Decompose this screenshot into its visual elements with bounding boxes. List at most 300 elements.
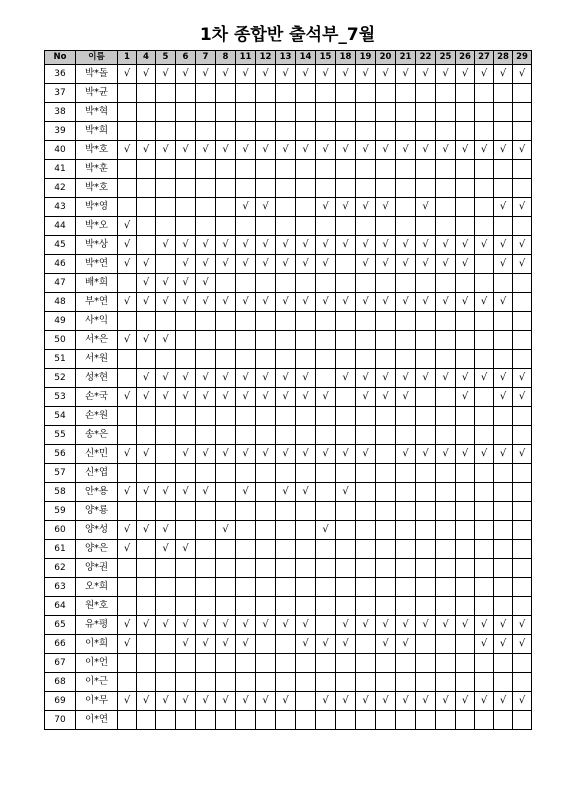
table-row xyxy=(45,274,532,293)
attendance-cell xyxy=(513,217,532,236)
attendance-cell xyxy=(156,103,176,122)
attendance-check: √ xyxy=(513,255,532,274)
attendance-cell xyxy=(513,312,532,331)
attendance-check: √ xyxy=(376,293,396,312)
attendance-cell xyxy=(236,578,256,597)
attendance-cell xyxy=(396,122,416,141)
attendance-check: √ xyxy=(236,692,256,711)
attendance-check: √ xyxy=(396,141,416,160)
attendance-cell xyxy=(176,578,196,597)
attendance-cell xyxy=(316,350,336,369)
student-name: 서*은 xyxy=(76,331,118,350)
attendance-check: √ xyxy=(376,255,396,274)
attendance-cell xyxy=(236,312,256,331)
attendance-cell xyxy=(256,350,276,369)
attendance-cell xyxy=(456,312,475,331)
attendance-cell xyxy=(256,521,276,540)
student-name: 양*은 xyxy=(76,540,118,559)
student-name: 이*근 xyxy=(76,673,118,692)
attendance-cell xyxy=(316,597,336,616)
attendance-cell xyxy=(296,122,316,141)
attendance-cell xyxy=(137,312,156,331)
attendance-cell xyxy=(316,559,336,578)
attendance-cell xyxy=(176,331,196,350)
table-row xyxy=(45,122,532,141)
attendance-cell xyxy=(376,350,396,369)
attendance-check: √ xyxy=(216,635,236,654)
attendance-cell xyxy=(137,635,156,654)
row-number: 52 xyxy=(45,369,76,388)
attendance-check: √ xyxy=(396,293,416,312)
row-number: 67 xyxy=(45,654,76,673)
attendance-check: √ xyxy=(176,635,196,654)
attendance-cell xyxy=(137,673,156,692)
attendance-cell xyxy=(256,559,276,578)
attendance-cell xyxy=(118,179,137,198)
table-row xyxy=(45,312,532,331)
attendance-cell xyxy=(513,464,532,483)
attendance-cell xyxy=(356,673,376,692)
attendance-cell xyxy=(416,179,436,198)
student-name: 박*희 xyxy=(76,122,118,141)
attendance-cell xyxy=(416,597,436,616)
attendance-check: √ xyxy=(396,692,416,711)
table-row xyxy=(45,369,532,388)
attendance-check: √ xyxy=(156,274,176,293)
attendance-cell xyxy=(416,103,436,122)
attendance-check: √ xyxy=(118,445,137,464)
attendance-check: √ xyxy=(396,388,416,407)
attendance-cell xyxy=(475,464,494,483)
header-day: 21 xyxy=(396,51,416,65)
attendance-cell xyxy=(513,103,532,122)
attendance-check: √ xyxy=(296,65,316,84)
attendance-cell xyxy=(513,673,532,692)
attendance-check: √ xyxy=(513,236,532,255)
attendance-cell xyxy=(475,84,494,103)
attendance-check: √ xyxy=(196,445,216,464)
attendance-cell xyxy=(196,559,216,578)
attendance-cell xyxy=(176,179,196,198)
attendance-cell xyxy=(276,179,296,198)
attendance-cell xyxy=(276,122,296,141)
attendance-cell xyxy=(336,578,356,597)
attendance-cell xyxy=(396,160,416,179)
attendance-cell xyxy=(416,122,436,141)
attendance-check: √ xyxy=(376,388,396,407)
attendance-cell xyxy=(396,350,416,369)
attendance-cell xyxy=(513,654,532,673)
attendance-cell xyxy=(436,635,456,654)
attendance-check: √ xyxy=(216,521,236,540)
student-name: 박*혁 xyxy=(76,103,118,122)
attendance-cell xyxy=(118,426,137,445)
header-day: 5 xyxy=(156,51,176,65)
student-name: 안*용 xyxy=(76,483,118,502)
row-number: 66 xyxy=(45,635,76,654)
row-number: 37 xyxy=(45,84,76,103)
attendance-cell xyxy=(196,502,216,521)
attendance-cell xyxy=(196,464,216,483)
attendance-cell xyxy=(236,274,256,293)
attendance-check: √ xyxy=(336,293,356,312)
student-name: 성*현 xyxy=(76,369,118,388)
attendance-cell xyxy=(296,331,316,350)
row-number: 58 xyxy=(45,483,76,502)
attendance-check: √ xyxy=(196,274,216,293)
attendance-cell xyxy=(475,673,494,692)
attendance-cell xyxy=(296,464,316,483)
attendance-check: √ xyxy=(336,616,356,635)
attendance-cell xyxy=(216,103,236,122)
attendance-cell xyxy=(396,274,416,293)
attendance-check: √ xyxy=(118,293,137,312)
attendance-cell xyxy=(316,578,336,597)
attendance-cell xyxy=(456,274,475,293)
attendance-check: √ xyxy=(416,293,436,312)
student-name: 손*국 xyxy=(76,388,118,407)
attendance-cell xyxy=(494,483,513,502)
row-number: 42 xyxy=(45,179,76,198)
attendance-check: √ xyxy=(276,141,296,160)
row-number: 69 xyxy=(45,692,76,711)
attendance-cell xyxy=(236,673,256,692)
attendance-check: √ xyxy=(356,65,376,84)
attendance-cell xyxy=(336,160,356,179)
attendance-cell xyxy=(276,160,296,179)
attendance-check: √ xyxy=(475,635,494,654)
attendance-cell xyxy=(276,426,296,445)
attendance-check: √ xyxy=(494,141,513,160)
attendance-check: √ xyxy=(296,635,316,654)
attendance-cell xyxy=(336,464,356,483)
attendance-cell xyxy=(296,597,316,616)
attendance-cell xyxy=(376,84,396,103)
attendance-check: √ xyxy=(276,255,296,274)
table-row xyxy=(45,160,532,179)
attendance-cell xyxy=(416,312,436,331)
row-number: 47 xyxy=(45,274,76,293)
attendance-cell xyxy=(416,350,436,369)
attendance-check: √ xyxy=(376,616,396,635)
attendance-cell xyxy=(336,540,356,559)
attendance-cell xyxy=(176,217,196,236)
attendance-check: √ xyxy=(137,369,156,388)
attendance-check: √ xyxy=(494,65,513,84)
attendance-cell xyxy=(156,179,176,198)
attendance-check: √ xyxy=(475,65,494,84)
attendance-cell xyxy=(156,217,176,236)
attendance-cell xyxy=(336,350,356,369)
attendance-cell xyxy=(196,103,216,122)
attendance-cell xyxy=(336,654,356,673)
attendance-cell xyxy=(336,312,356,331)
attendance-cell xyxy=(316,426,336,445)
attendance-cell xyxy=(256,331,276,350)
student-name: 이*언 xyxy=(76,654,118,673)
attendance-check: √ xyxy=(336,141,356,160)
attendance-cell xyxy=(276,597,296,616)
student-name: 양*권 xyxy=(76,559,118,578)
attendance-check: √ xyxy=(256,65,276,84)
attendance-cell xyxy=(456,540,475,559)
attendance-cell xyxy=(356,635,376,654)
attendance-cell xyxy=(494,179,513,198)
attendance-check: √ xyxy=(196,65,216,84)
attendance-cell xyxy=(396,673,416,692)
attendance-cell xyxy=(296,103,316,122)
attendance-check: √ xyxy=(236,483,256,502)
row-number: 48 xyxy=(45,293,76,312)
attendance-cell xyxy=(216,122,236,141)
attendance-cell xyxy=(216,198,236,217)
attendance-cell xyxy=(396,179,416,198)
attendance-cell xyxy=(196,673,216,692)
attendance-check: √ xyxy=(416,65,436,84)
attendance-check: √ xyxy=(216,369,236,388)
attendance-cell xyxy=(396,521,416,540)
attendance-check: √ xyxy=(118,236,137,255)
attendance-cell xyxy=(416,654,436,673)
attendance-cell xyxy=(256,502,276,521)
attendance-cell xyxy=(336,179,356,198)
attendance-cell xyxy=(494,84,513,103)
attendance-check: √ xyxy=(156,616,176,635)
attendance-check: √ xyxy=(456,255,475,274)
attendance-cell xyxy=(416,84,436,103)
attendance-cell xyxy=(436,103,456,122)
attendance-cell xyxy=(276,464,296,483)
attendance-check: √ xyxy=(436,255,456,274)
student-name: 박*오 xyxy=(76,217,118,236)
attendance-cell xyxy=(494,103,513,122)
attendance-cell xyxy=(236,426,256,445)
attendance-cell xyxy=(376,274,396,293)
row-number: 41 xyxy=(45,160,76,179)
attendance-cell xyxy=(316,711,336,730)
attendance-cell xyxy=(156,654,176,673)
attendance-cell xyxy=(416,540,436,559)
attendance-cell xyxy=(436,312,456,331)
attendance-check: √ xyxy=(316,445,336,464)
student-name: 사*익 xyxy=(76,312,118,331)
attendance-cell xyxy=(513,559,532,578)
attendance-cell xyxy=(196,198,216,217)
attendance-cell xyxy=(256,540,276,559)
attendance-check: √ xyxy=(156,388,176,407)
attendance-cell xyxy=(396,464,416,483)
student-name: 박*상 xyxy=(76,236,118,255)
attendance-check: √ xyxy=(196,388,216,407)
attendance-check: √ xyxy=(296,255,316,274)
attendance-cell xyxy=(456,502,475,521)
attendance-cell xyxy=(216,597,236,616)
attendance-cell xyxy=(137,540,156,559)
attendance-check: √ xyxy=(176,293,196,312)
attendance-cell xyxy=(296,179,316,198)
attendance-cell xyxy=(137,426,156,445)
attendance-cell xyxy=(456,559,475,578)
attendance-check: √ xyxy=(256,236,276,255)
attendance-check: √ xyxy=(276,388,296,407)
header-day: 26 xyxy=(456,51,475,65)
attendance-check: √ xyxy=(276,236,296,255)
student-name: 손*원 xyxy=(76,407,118,426)
row-number: 50 xyxy=(45,331,76,350)
attendance-cell xyxy=(276,578,296,597)
attendance-cell xyxy=(156,312,176,331)
attendance-check: √ xyxy=(236,388,256,407)
attendance-cell xyxy=(475,502,494,521)
attendance-check: √ xyxy=(137,692,156,711)
attendance-cell xyxy=(436,521,456,540)
attendance-cell xyxy=(236,84,256,103)
attendance-cell xyxy=(236,217,256,236)
row-number: 36 xyxy=(45,65,76,84)
attendance-check: √ xyxy=(118,255,137,274)
attendance-check: √ xyxy=(118,388,137,407)
attendance-check: √ xyxy=(256,198,276,217)
attendance-cell xyxy=(436,559,456,578)
attendance-cell xyxy=(276,84,296,103)
attendance-check: √ xyxy=(316,521,336,540)
attendance-cell xyxy=(376,426,396,445)
attendance-check: √ xyxy=(336,635,356,654)
attendance-check: √ xyxy=(416,445,436,464)
attendance-cell xyxy=(396,331,416,350)
attendance-check: √ xyxy=(216,616,236,635)
attendance-check: √ xyxy=(137,65,156,84)
student-name: 양*룡 xyxy=(76,502,118,521)
attendance-check: √ xyxy=(336,692,356,711)
attendance-check: √ xyxy=(376,236,396,255)
attendance-cell xyxy=(376,160,396,179)
attendance-cell xyxy=(296,559,316,578)
attendance-cell xyxy=(376,711,396,730)
attendance-check: √ xyxy=(118,616,137,635)
attendance-cell xyxy=(456,122,475,141)
header-day: 19 xyxy=(356,51,376,65)
attendance-cell xyxy=(396,217,416,236)
table-row xyxy=(45,331,532,350)
attendance-check: √ xyxy=(137,255,156,274)
attendance-cell xyxy=(296,521,316,540)
attendance-cell xyxy=(296,312,316,331)
attendance-cell xyxy=(118,578,137,597)
attendance-cell xyxy=(137,179,156,198)
table-row xyxy=(45,350,532,369)
header-day: 15 xyxy=(316,51,336,65)
attendance-check: √ xyxy=(494,635,513,654)
attendance-check: √ xyxy=(176,483,196,502)
attendance-cell xyxy=(376,312,396,331)
attendance-cell xyxy=(376,179,396,198)
attendance-check: √ xyxy=(236,65,256,84)
attendance-cell xyxy=(316,407,336,426)
attendance-check: √ xyxy=(494,445,513,464)
attendance-cell xyxy=(176,103,196,122)
attendance-cell xyxy=(494,312,513,331)
attendance-cell xyxy=(356,217,376,236)
attendance-cell xyxy=(475,426,494,445)
attendance-check: √ xyxy=(156,293,176,312)
attendance-cell xyxy=(494,597,513,616)
attendance-cell xyxy=(456,597,475,616)
attendance-cell xyxy=(118,559,137,578)
attendance-cell xyxy=(156,559,176,578)
attendance-cell xyxy=(296,84,316,103)
table-row xyxy=(45,103,532,122)
attendance-cell xyxy=(416,407,436,426)
attendance-cell xyxy=(216,502,236,521)
header-day: 4 xyxy=(137,51,156,65)
student-name: 서*원 xyxy=(76,350,118,369)
attendance-check: √ xyxy=(494,255,513,274)
student-name: 양*성 xyxy=(76,521,118,540)
attendance-check: √ xyxy=(456,141,475,160)
attendance-check: √ xyxy=(236,236,256,255)
attendance-cell xyxy=(356,502,376,521)
attendance-check: √ xyxy=(156,331,176,350)
attendance-check: √ xyxy=(475,236,494,255)
row-number: 70 xyxy=(45,711,76,730)
row-number: 68 xyxy=(45,673,76,692)
attendance-cell xyxy=(436,198,456,217)
attendance-cell xyxy=(118,673,137,692)
attendance-cell xyxy=(296,502,316,521)
attendance-cell xyxy=(513,84,532,103)
attendance-cell xyxy=(436,597,456,616)
attendance-check: √ xyxy=(156,236,176,255)
attendance-cell xyxy=(436,274,456,293)
attendance-cell xyxy=(376,483,396,502)
table-row xyxy=(45,559,532,578)
attendance-cell xyxy=(513,293,532,312)
attendance-cell xyxy=(156,502,176,521)
attendance-check: √ xyxy=(256,141,276,160)
table-row xyxy=(45,635,532,654)
attendance-cell xyxy=(236,407,256,426)
attendance-cell xyxy=(196,350,216,369)
attendance-cell xyxy=(376,217,396,236)
attendance-cell xyxy=(475,198,494,217)
attendance-cell xyxy=(475,483,494,502)
attendance-cell xyxy=(396,540,416,559)
student-name: 배*희 xyxy=(76,274,118,293)
attendance-cell xyxy=(256,274,276,293)
attendance-cell xyxy=(216,483,236,502)
attendance-check: √ xyxy=(236,255,256,274)
attendance-check: √ xyxy=(276,65,296,84)
attendance-cell xyxy=(196,84,216,103)
attendance-cell xyxy=(176,312,196,331)
attendance-cell xyxy=(513,350,532,369)
attendance-cell xyxy=(118,597,137,616)
attendance-check: √ xyxy=(236,635,256,654)
attendance-cell xyxy=(475,388,494,407)
attendance-check: √ xyxy=(137,274,156,293)
attendance-cell xyxy=(376,464,396,483)
attendance-cell xyxy=(456,198,475,217)
attendance-check: √ xyxy=(118,521,137,540)
attendance-cell xyxy=(436,654,456,673)
attendance-cell xyxy=(396,597,416,616)
attendance-cell xyxy=(316,179,336,198)
attendance-check: √ xyxy=(216,65,236,84)
attendance-cell xyxy=(356,559,376,578)
attendance-cell xyxy=(137,103,156,122)
attendance-cell xyxy=(475,103,494,122)
